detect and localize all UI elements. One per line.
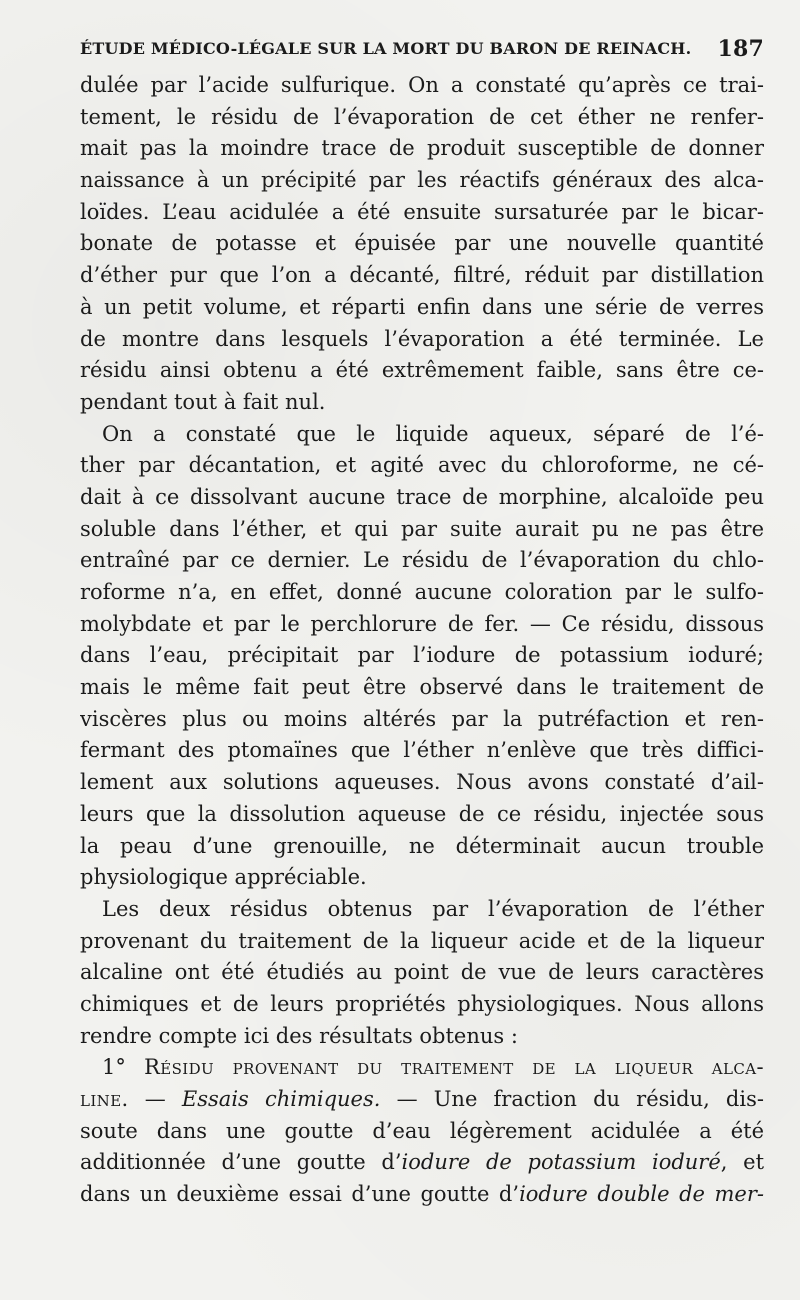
text-line: chimiques et de leurs propriétés physiologiques. Nous allons bbox=[80, 991, 764, 1016]
text-line: dait à ce dissolvant aucune trace de morphine, alcaloïde peu bbox=[80, 484, 764, 509]
text-line: la peau d’une grenouille, ne déterminait aucun trouble bbox=[80, 833, 764, 858]
text-line: lement aux solutions aqueuses. Nous avons constaté d’ail- bbox=[80, 770, 764, 795]
running-header-title: ÉTUDE MÉDICO-LÉGALE SUR LA MORT DU BARON DE REINACH. bbox=[80, 39, 692, 58]
text-line: d’éther pur que l’on a décanté, filtré, réduit par distillation bbox=[80, 263, 764, 288]
text-fragment: , et bbox=[720, 1150, 764, 1175]
text-line: tement, le résidu de l’évaporation de cet éther ne renfer- bbox=[80, 104, 764, 129]
text-line: à un petit volume, et réparti enfin dans une série de verres bbox=[80, 294, 764, 319]
text-line: provenant du traitement de la liqueur acide et de la liqueur bbox=[80, 928, 764, 953]
text-line bbox=[80, 1179, 764, 1211]
text-line: dulée par l’acide sulfurique. On a constaté qu’après ce trai- bbox=[80, 73, 764, 97]
section-heading-continuation bbox=[80, 1084, 764, 1116]
text-line: mait pas la moindre trace de produit susceptible de donner bbox=[80, 136, 764, 161]
paragraph-start-line: On a constaté que le liquide aqueux, séparé de l’é- bbox=[102, 421, 764, 446]
page-number: 187 bbox=[717, 36, 764, 62]
text-line: résidu ainsi obtenu a été extrêmement faible, sans être ce- bbox=[80, 358, 764, 383]
em-dash: — bbox=[396, 1087, 418, 1111]
text-line: viscères plus ou moins altérés par la putréfaction et ren- bbox=[80, 706, 764, 731]
text-line: molybdate et par le perchlorure de fer. — Ce résidu, dissous bbox=[80, 611, 764, 636]
italic-term: iodure double de mer- bbox=[519, 1182, 764, 1207]
section-text: Une fraction du résidu, dis- bbox=[433, 1087, 764, 1111]
section-heading-end: line. bbox=[80, 1087, 129, 1111]
text-line: rendre compte ici des résultats obtenus : bbox=[80, 1023, 518, 1048]
em-dash: — bbox=[144, 1087, 166, 1111]
section-heading: Résidu provenant du traitement de la liqueur alca- bbox=[144, 1055, 764, 1080]
text-line: alcaline ont été étudiés au point de vue de leurs caractères bbox=[80, 960, 764, 985]
text-line: entraîné par ce dernier. Le résidu de l’évaporation du chlo- bbox=[80, 548, 764, 573]
text-line: leurs que la dissolution aqueuse de ce résidu, injectée sous bbox=[80, 801, 764, 826]
section-number: 1° bbox=[102, 1055, 126, 1080]
text-line bbox=[80, 1147, 764, 1179]
text-line: physiologique appréciable. bbox=[80, 865, 367, 890]
text-line: naissance à un précipité par les réactifs généraux des alca- bbox=[80, 168, 764, 193]
section-heading-line bbox=[80, 1052, 764, 1084]
text-fragment: dans un deuxième essai d’une goutte d’ bbox=[80, 1182, 520, 1207]
body-text bbox=[80, 70, 764, 1211]
text-line: pendant tout à fait nul. bbox=[80, 389, 326, 414]
italic-term: iodure de potassium ioduré bbox=[401, 1150, 721, 1175]
running-header bbox=[80, 36, 764, 60]
text-line: soute dans une goutte d’eau légèrement acidulée a été bbox=[80, 1118, 764, 1143]
paragraph-start-line: Les deux résidus obtenus par l’évaporation de l’éther bbox=[102, 896, 764, 921]
text-line: mais le même fait peut être observé dans le traitement de bbox=[80, 675, 764, 700]
text-line: ther par décantation, et agité avec du chloroforme, ne cé- bbox=[80, 453, 764, 478]
text-line: roforme n’a, en effet, donné aucune coloration par le sulfo- bbox=[80, 580, 764, 604]
subheading: Essais chimiques. bbox=[181, 1087, 381, 1111]
text-line: loïdes. L’eau acidulée a été ensuite sursaturée par le bicar- bbox=[80, 199, 764, 224]
text-line: fermant des ptomaïnes que l’éther n’enlève que très diffici- bbox=[80, 738, 764, 763]
text-line: de montre dans lesquels l’évaporation a été terminée. Le bbox=[80, 326, 764, 351]
text-line: bonate de potasse et épuisée par une nouvelle quantité bbox=[80, 231, 764, 256]
text-line: soluble dans l’éther, et qui par suite aurait pu ne pas être bbox=[80, 516, 764, 541]
text-fragment: additionnée d’une goutte d’ bbox=[80, 1150, 402, 1175]
text-line: dans l’eau, précipitait par l’iodure de potassium ioduré; bbox=[80, 643, 764, 668]
